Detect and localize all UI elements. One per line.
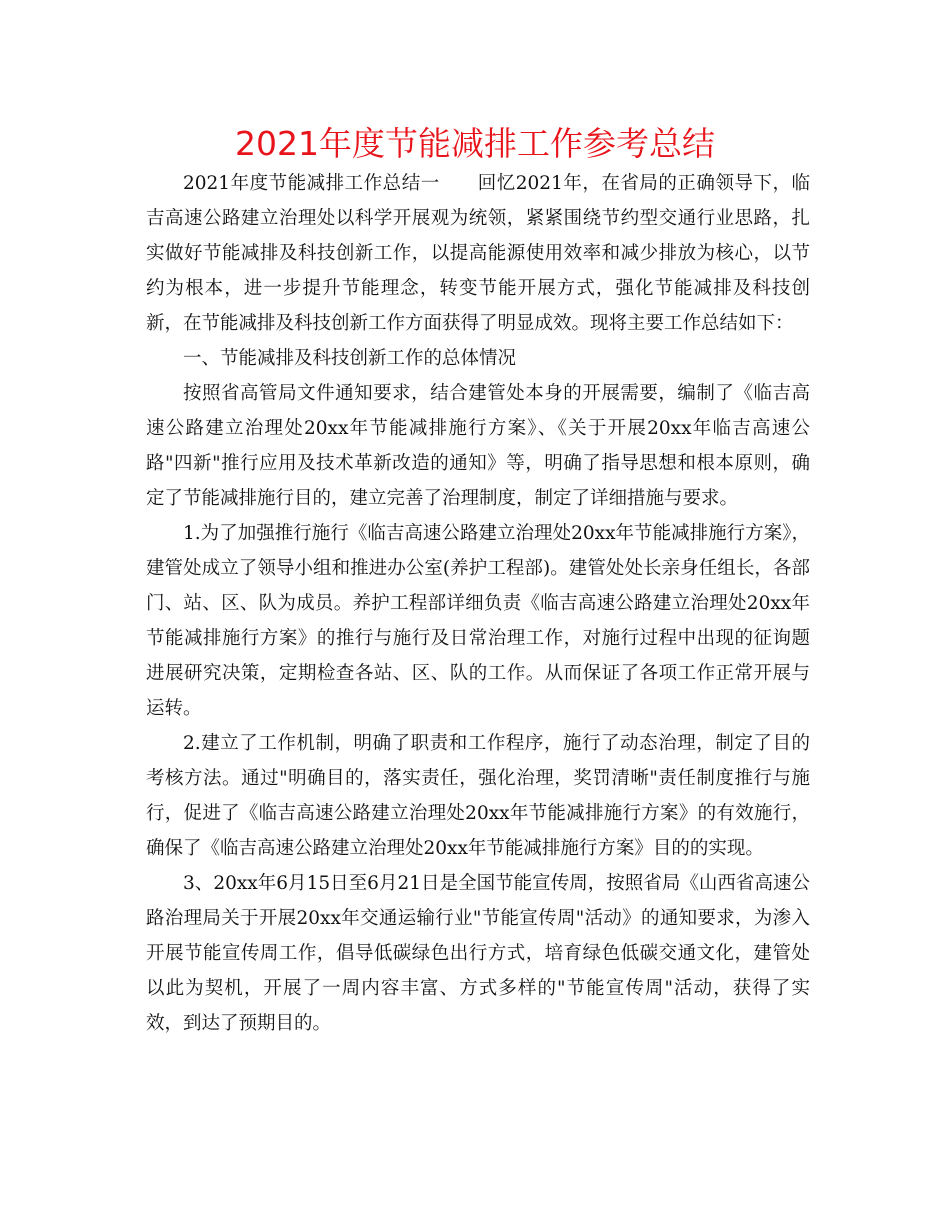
paragraph-overview: 按照省高管局文件通知要求，结合建管处本身的开展需要，编制了《临吉高速公路建立治理处20xx年节能减排施行方案》、《关于开展20xx年临吉高速公路"四新"推行应用及技术革新改造的通知》等，明确了指导思想和根本原则，确定了节能减排施行目的，建立完善了治理制度，制定了详细措施与要求。 bbox=[146, 383, 810, 509]
section-heading: 一、节能减排及科技创新工作的总体情况 bbox=[183, 348, 517, 369]
document-body bbox=[146, 166, 810, 1041]
document-title: 2021年度节能减排工作参考总结 bbox=[235, 124, 715, 163]
paragraph-item-3: 3、20xx年6月15日至6月21日是全国节能宣传周，按照省局《山西省高速公路治理局关于开展20xx年交通运输行业"节能宣传周"活动》的通知要求，为渗入开展节能宣传周工作，倡导低碳绿色出行方式，培育绿色低碳交通文化，建管处以此为契机，开展了一周内容丰富、方式多样的"节能宣传周"活动，获得了实效，到达了预期目的。 bbox=[146, 873, 810, 1034]
paragraph-intro: 2021年度节能减排工作总结一 回忆2021年，在省局的正确领导下，临吉高速公路建立治理处以科学开展观为统领，紧紧围绕节约型交通行业思路，扎实做好节能减排及科技创新工作，以提高能源使用效率和减少排放为核心，以节约为根本，进一步提升节能理念，转变节能开展方式，强化节能减排及科技创新，在节能减排及科技创新工作方面获得了明显成效。现将主要工作总结如下： bbox=[146, 173, 810, 334]
paragraph-item-1: 1.为了加强推行施行《临吉高速公路建立治理处20xx年节能减排施行方案》，建管处成立了领导小组和推进办公室(养护工程部)。建管处处长亲身任组长，各部门、站、区、队为成员。养护工程部详细负责《临吉高速公路建立治理处20xx年节能减排施行方案》的推行与施行及日常治理工作，对施行过程中出现的征询题进展研究决策，定期检查各站、区、队的工作。从而保证了各项工作正常开展与运转。 bbox=[146, 523, 810, 719]
paragraph-item-2: 2.建立了工作机制，明确了职责和工作程序，施行了动态治理，制定了目的考核方法。通过"明确目的，落实责任，强化治理，奖罚清晰"责任制度推行与施行，促进了《临吉高速公路建立治理处20xx年节能减排施行方案》的有效施行，确保了《临吉高速公路建立治理处20xx年节能减排施行方案》目的的实现。 bbox=[146, 733, 810, 859]
